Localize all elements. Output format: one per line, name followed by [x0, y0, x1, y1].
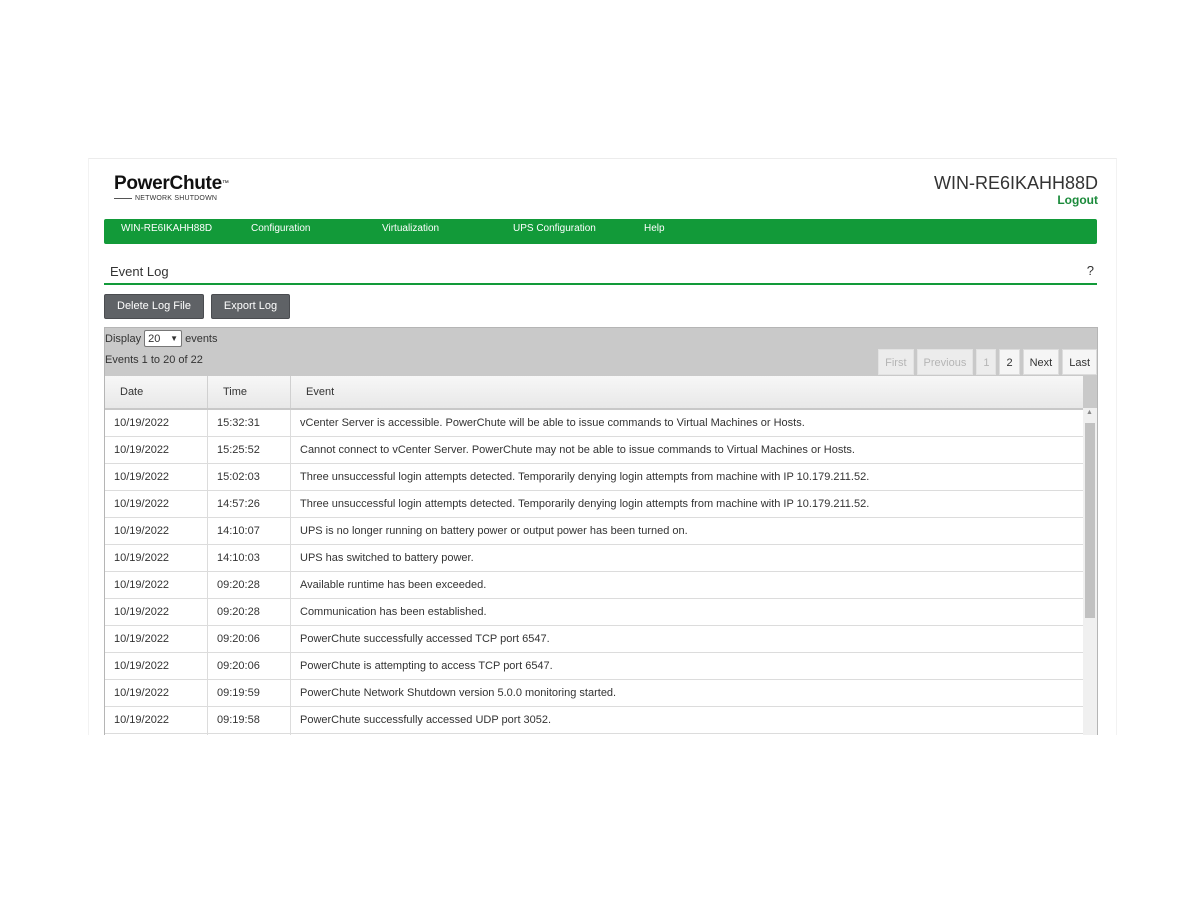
cell-event: Communication has been established.	[300, 606, 487, 618]
table-body	[105, 410, 1083, 735]
cell-event: PowerChute is attempting to access TCP port 6547.	[300, 660, 553, 672]
logo-trademark: ™	[221, 180, 229, 187]
nav-item-configuration[interactable]: Configuration	[251, 223, 311, 234]
logo-rule	[114, 198, 132, 199]
table-row[interactable]	[105, 464, 1083, 491]
cell-event: vCenter Server is accessible. PowerChute will be able to issue commands to Virtual Machines or Hosts.	[300, 417, 805, 429]
event-table	[105, 376, 1083, 735]
cell-date: 10/19/2022	[105, 464, 208, 490]
cell-time: 14:57:26	[208, 491, 291, 517]
pager-page-2[interactable]: 2	[999, 349, 1019, 375]
cell-date: 10/19/2022	[105, 410, 208, 436]
cell-time	[208, 734, 291, 735]
nav-item-ups-configuration[interactable]: UPS Configuration	[513, 223, 596, 234]
cell-time: 15:25:52	[208, 437, 291, 463]
events-label: events	[185, 332, 218, 345]
table-row[interactable]	[105, 734, 1083, 735]
table-row[interactable]	[105, 707, 1083, 734]
cell-time: 15:02:03	[208, 464, 291, 490]
cell-date: 10/19/2022	[105, 491, 208, 517]
table-scrollbar[interactable]	[1083, 408, 1097, 735]
cell-time: 15:32:31	[208, 410, 291, 436]
cell-time: 09:20:06	[208, 653, 291, 679]
column-header-date[interactable]: Date	[105, 376, 208, 408]
cell-date: 10/19/2022	[105, 680, 208, 706]
scrollbar-thumb[interactable]	[1085, 423, 1095, 618]
cell-event: UPS is no longer running on battery power or output power has been turned on.	[300, 525, 688, 537]
cell-event: Three unsuccessful login attempts detected. Temporarily denying login attempts from machine with IP 10.179.211.52.	[300, 471, 870, 483]
cell-date: 10/19/2022	[105, 518, 208, 544]
cell-date: 10/19/2022	[105, 437, 208, 463]
table-row[interactable]	[105, 545, 1083, 572]
cell-time: 14:10:03	[208, 545, 291, 571]
table-row[interactable]	[105, 653, 1083, 680]
cell-date	[105, 734, 208, 735]
table-row[interactable]	[105, 518, 1083, 545]
table-row[interactable]	[105, 437, 1083, 464]
column-header-time[interactable]: Time	[208, 376, 291, 408]
delete-log-file-button[interactable]: Delete Log File	[104, 294, 204, 319]
pagination	[878, 349, 1097, 375]
powerchute-logo	[114, 174, 229, 202]
cell-time: 09:20:06	[208, 626, 291, 652]
cell-date: 10/19/2022	[105, 599, 208, 625]
cell-date: 10/19/2022	[105, 626, 208, 652]
host-title: WIN-RE6IKAHH88D	[933, 173, 1098, 193]
events-summary: Events 1 to 20 of 22	[105, 354, 203, 366]
app-window	[88, 158, 1117, 735]
cell-event: PowerChute successfully accessed UDP port 3052.	[300, 714, 552, 726]
cell-event: PowerChute Network Shutdown version 5.0.0 monitoring started.	[300, 687, 617, 699]
scroll-up-arrow-icon[interactable]: ▲	[1086, 409, 1093, 416]
table-row[interactable]	[105, 491, 1083, 518]
logo-name: PowerChute	[114, 173, 222, 194]
nav-item-virtualization[interactable]: Virtualization	[382, 223, 440, 234]
table-row[interactable]	[105, 410, 1083, 437]
cell-date: 10/19/2022	[105, 653, 208, 679]
table-row[interactable]	[105, 626, 1083, 653]
display-control	[105, 330, 218, 347]
nav-item-host[interactable]: WIN-RE6IKAHH88D	[121, 223, 213, 234]
logo-tagline: NETWORK SHUTDOWN	[135, 195, 218, 202]
page-header	[104, 262, 1097, 285]
cell-event: PowerChute successfully accessed TCP port 6547.	[300, 633, 550, 645]
export-log-button[interactable]: Export Log	[211, 294, 290, 319]
cell-event: Three unsuccessful login attempts detected. Temporarily denying login attempts from machine with IP 10.179.211.52.	[300, 498, 870, 510]
cell-event: UPS has switched to battery power.	[300, 552, 474, 564]
cell-time: 09:20:28	[208, 599, 291, 625]
main-nav	[104, 219, 1097, 244]
table-row[interactable]	[105, 680, 1083, 707]
cell-date: 10/19/2022	[105, 707, 208, 733]
pager-last-button[interactable]: Last	[1062, 349, 1097, 375]
logout-link[interactable]: Logout	[1057, 193, 1098, 207]
cell-time: 09:20:28	[208, 572, 291, 598]
page-title: Event Log	[110, 264, 169, 279]
pager-page-1[interactable]: 1	[976, 349, 996, 375]
nav-item-help[interactable]: Help	[644, 223, 665, 234]
chevron-down-icon: ▼	[170, 334, 179, 343]
table-header	[105, 376, 1083, 410]
table-row[interactable]	[105, 599, 1083, 626]
cell-date: 10/19/2022	[105, 545, 208, 571]
pager-first-button[interactable]: First	[878, 349, 913, 375]
page-size-select[interactable]	[144, 330, 182, 347]
cell-time: 14:10:07	[208, 518, 291, 544]
table-row[interactable]	[105, 572, 1083, 599]
help-icon[interactable]: ?	[1086, 263, 1094, 278]
cell-event	[291, 734, 1083, 735]
page-size-value: 20	[148, 332, 161, 345]
display-label: Display	[105, 332, 142, 345]
cell-time: 09:19:59	[208, 680, 291, 706]
cell-event: Available runtime has been exceeded.	[300, 579, 487, 591]
cell-event: Cannot connect to vCenter Server. PowerChute may not be able to issue commands to Virtual Machines or Hosts.	[300, 444, 855, 456]
cell-date: 10/19/2022	[105, 572, 208, 598]
pager-next-button[interactable]: Next	[1023, 349, 1060, 375]
cell-time: 09:19:58	[208, 707, 291, 733]
column-header-event[interactable]: Event	[306, 386, 335, 398]
event-log-panel	[104, 327, 1098, 735]
pager-previous-button[interactable]: Previous	[917, 349, 974, 375]
